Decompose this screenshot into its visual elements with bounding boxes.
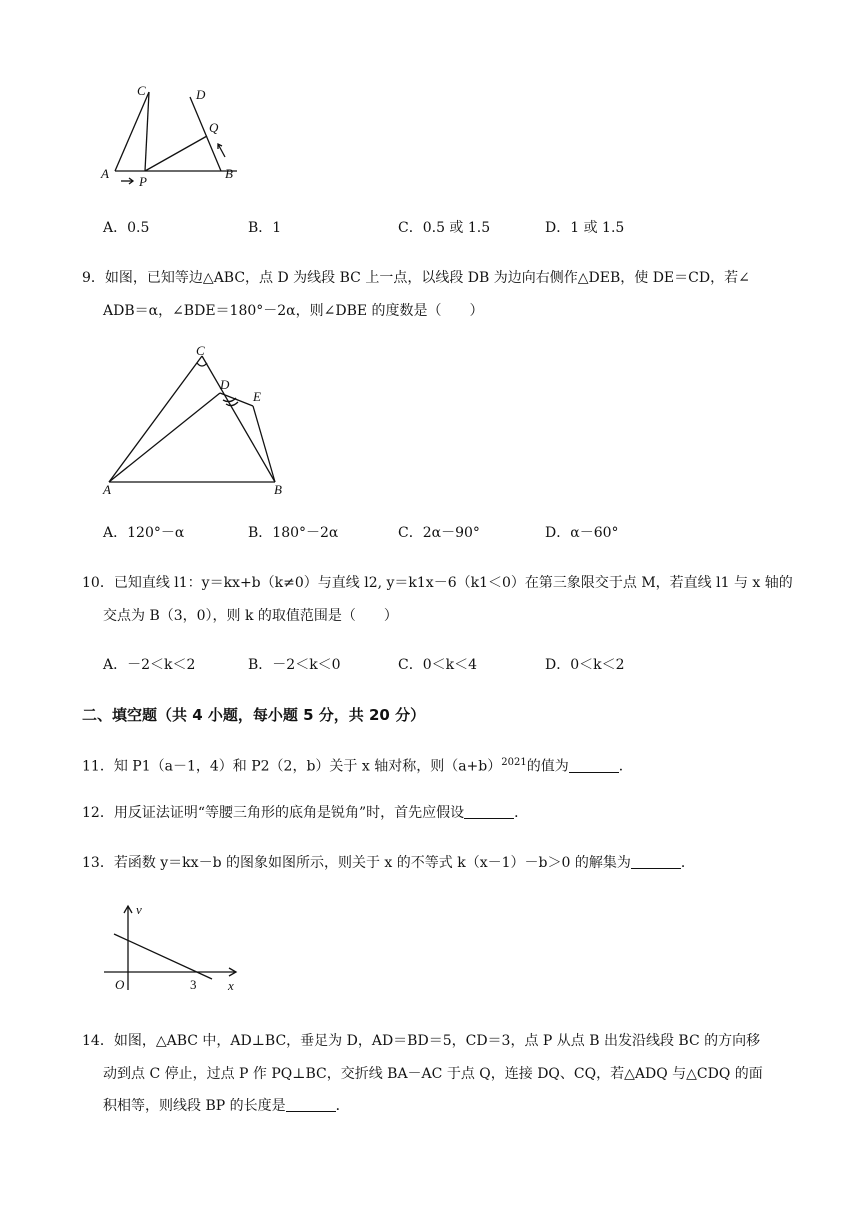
- q11-number: 11．: [82, 758, 114, 775]
- q14-line-2: 动到点 C 停止，过点 P 作 PQ⊥BC，交折线 BA－AC 于点 Q，连接 DQ、CQ，若△ADQ 与△CDQ 的面: [103, 1066, 763, 1082]
- q11-exponent: 2021: [501, 757, 527, 768]
- q11-text-a: 知 P1（a－1，4）和 P2（2，b）关于 x 轴对称，则（a+b）: [113, 758, 502, 775]
- fig9-label-c: C: [196, 343, 205, 358]
- q10-option-a: A．－2＜k＜2: [103, 657, 196, 673]
- q8-option-b: B．1: [248, 220, 282, 236]
- q10-number: 10．: [82, 575, 114, 591]
- q11: 11．知 P1（a－1，4）和 P2（2，b）关于 x 轴对称，则$(a+b)^{2021}$的值为 ．: [82, 757, 633, 775]
- q13-answer-blank[interactable]: [631, 854, 681, 869]
- q8-option-c: C．0.5 或 1.5: [398, 220, 491, 236]
- q13-origin-label: O: [115, 977, 125, 992]
- q14-line-3: 积相等，则线段 BP 的长度是 ．: [103, 1098, 350, 1114]
- q9-number: 9．: [82, 270, 105, 286]
- q14-number: 14．: [82, 1033, 114, 1049]
- q11-answer-blank[interactable]: [569, 758, 619, 773]
- fig9-label-b: B: [274, 482, 282, 497]
- q9-option-a: A．120°－α: [103, 525, 185, 541]
- fig9-label-d: D: [220, 377, 230, 392]
- q13-tick-3: 3: [190, 977, 197, 992]
- q13-y-label: v: [136, 902, 142, 917]
- q14-stem-line1: 如图，△ABC 中，AD⊥BC，垂足为 D，AD＝BD＝5，CD＝3，点 P 从点 B 出发沿线段 BC 的方向移: [113, 1033, 761, 1049]
- q11-text-b: 的值为: [526, 758, 569, 775]
- q9-option-d: D．α－60°: [545, 525, 619, 541]
- q8-option-a: A．0.5: [103, 220, 150, 236]
- q10-line-1: [82, 573, 793, 593]
- fig8-label-a: A: [101, 166, 109, 181]
- q13-text: 若函数 y＝kx－b 的图象如图所示，则关于 x 的不等式 k（x－1）－b＞0 的解集为: [113, 855, 631, 871]
- q8-option-d: D．1 或 1.5: [545, 220, 625, 236]
- q13-number: 13．: [82, 855, 114, 871]
- q9-line-2: ADB＝α，∠BDE＝180°－2α，则∠DBE 的度数是（ ）: [103, 303, 484, 319]
- q12-answer-blank[interactable]: [464, 804, 514, 819]
- q9-line-1: [82, 268, 750, 288]
- fig8-label-p: P: [139, 174, 147, 189]
- fig8-label-q: Q: [209, 120, 219, 135]
- q12-number: 12．: [82, 805, 114, 821]
- fig8-label-d: D: [196, 87, 206, 102]
- fig9-label-e: E: [253, 389, 261, 404]
- fig9-label-a: A: [103, 482, 111, 497]
- q13-graph: [100, 898, 250, 998]
- q13-x-label: x: [228, 978, 234, 993]
- q10-option-b: B．－2＜k＜0: [248, 657, 341, 673]
- section-title: 二、填空题（共 4 小题，每小题 5 分，共 20 分）: [82, 706, 426, 724]
- q9-option-c: C．2α－90°: [398, 525, 480, 541]
- q14-line-1: [82, 1031, 760, 1051]
- q10-option-d: D．0＜k＜2: [545, 657, 625, 673]
- fig8-label-b: B: [225, 166, 233, 181]
- q8-figure: [95, 80, 255, 192]
- q14-stem-line3: 积相等，则线段 BP 的长度是: [103, 1098, 286, 1114]
- q12: 12．用反证法证明“等腰三角形的底角是锐角”时，首先应假设 ．: [82, 805, 529, 821]
- fig8-label-c: C: [137, 83, 146, 98]
- q14-answer-blank[interactable]: [286, 1097, 336, 1112]
- q10-line-2: 交点为 B（3，0），则 k 的取值范围是（ ）: [103, 608, 398, 624]
- q10-stem-line1: 已知直线 l1：y＝kx+b（k≠0）与直线 l2, y＝k1x－6（k1＜0）在第三象限交于点 M，若直线 l1 与 x 轴的: [113, 575, 793, 591]
- q12-text: 用反证法证明“等腰三角形的底角是锐角”时，首先应假设: [113, 805, 465, 821]
- q9-stem-line1: 如图，已知等边△ABC，点 D 为线段 BC 上一点，以线段 DB 为边向右侧作△DEB，使 DE＝CD，若∠: [104, 270, 750, 286]
- q10-option-c: C．0＜k＜4: [398, 657, 478, 673]
- q9-option-b: B．180°－2α: [248, 525, 339, 541]
- q9-figure: [95, 342, 305, 502]
- q13: 13．若函数 y＝kx－b 的图象如图所示，则关于 x 的不等式 k（x－1）－b＞0 的解集为 ．: [82, 855, 695, 871]
